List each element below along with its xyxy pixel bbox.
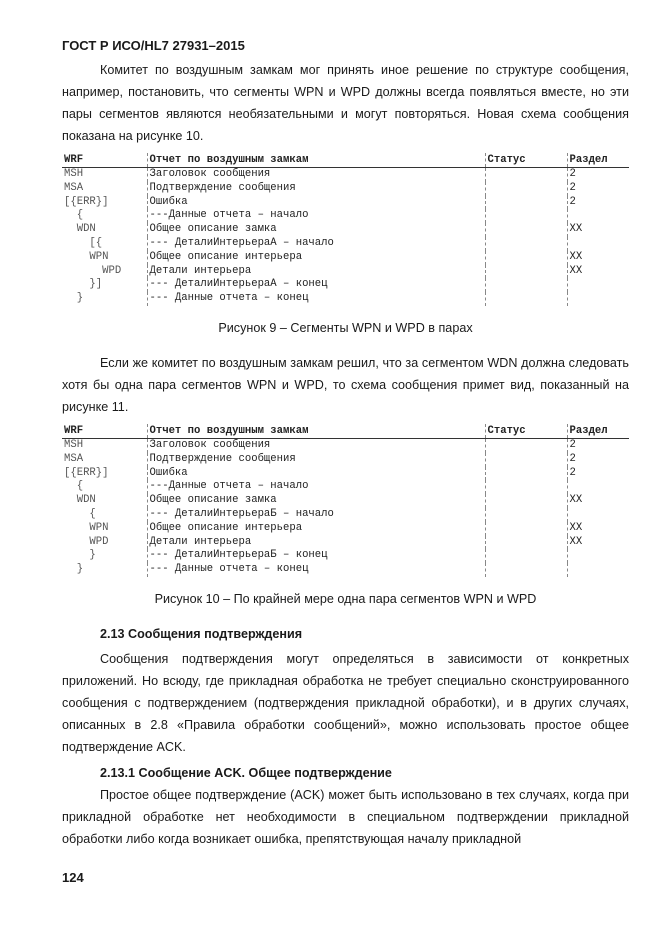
cell-status [485, 563, 567, 577]
cell-segment: { [62, 480, 147, 494]
cell-segment: } [62, 549, 147, 563]
cell-description: Общее описание интерьера [147, 251, 485, 265]
table-row [62, 522, 629, 536]
table-row [62, 480, 629, 494]
cell-status [485, 439, 567, 453]
cell-description: --- ДеталиИнтерьераБ – начало [147, 508, 485, 522]
table-row [62, 196, 629, 210]
table-row [62, 278, 629, 292]
cell-segment: { [62, 508, 147, 522]
cell-section [567, 480, 629, 494]
cell-description: Общее описание интерьера [147, 522, 485, 536]
cell-status [485, 292, 567, 306]
cell-status [485, 182, 567, 196]
table-row [62, 223, 629, 237]
section-heading-2-13-1: 2.13.1 Сообщение ACK. Общее подтверждение [100, 766, 392, 780]
cell-status [485, 168, 567, 182]
cell-status [485, 549, 567, 563]
cell-description: Детали интерьера [147, 265, 485, 279]
cell-status [485, 494, 567, 508]
cell-segment: } [62, 563, 147, 577]
cell-segment: WPN [62, 251, 147, 265]
table-row [62, 292, 629, 306]
cell-segment: [{ERR}] [62, 467, 147, 481]
table-body [62, 439, 629, 577]
cell-description: --- ДеталиИнтерьераА – конец [147, 278, 485, 292]
cell-section [567, 292, 629, 306]
cell-description: Общее описание замка [147, 494, 485, 508]
figure-caption-9: Рисунок 9 – Сегменты WPN и WPD в парах [218, 321, 473, 335]
table-row [62, 453, 629, 467]
table-body [62, 168, 629, 306]
table-row [62, 265, 629, 279]
table-row [62, 237, 629, 251]
table-row [62, 168, 629, 182]
col-header-section: Раздел [567, 424, 629, 439]
cell-status [485, 480, 567, 494]
cell-section [567, 278, 629, 292]
cell-segment: { [62, 209, 147, 223]
paragraph-wdn-pair: Если же комитет по воздушным замкам решил, что за сегментом WDN должна следовать хотя бы одна пара сегментов WPN и WPD, то схема сообщения примет вид, показанный на рисунке 11. [62, 356, 629, 414]
cell-description: Подтверждение сообщения [147, 453, 485, 467]
paragraph-committee-decision: Комитет по воздушным замкам мог принять иное решение по структуре сообщения, например, постановить, что сегменты WPN и WPD должны всегда появляться вместе, но эти пары сегментов являются необязательными и могут повторяться. Новая схема сообщения показана на рисунке 10. [62, 63, 629, 143]
col-header-section: Раздел [567, 153, 629, 168]
table-row [62, 549, 629, 563]
cell-segment: WPD [62, 265, 147, 279]
cell-segment: WPN [62, 522, 147, 536]
cell-segment: MSA [62, 453, 147, 467]
cell-section: 2 [569, 181, 576, 194]
cell-section: XX [569, 264, 583, 277]
table-row [62, 251, 629, 265]
figure-caption-10: Рисунок 10 – По крайней мере одна пара сегментов WPN и WPD [154, 592, 537, 606]
cell-description: Заголовок сообщения [147, 439, 485, 453]
message-structure-table-2 [62, 424, 629, 577]
cell-section: XX [569, 521, 583, 534]
cell-description: Подтверждение сообщения [147, 182, 485, 196]
cell-section: XX [569, 250, 583, 263]
table-header-row [62, 424, 629, 439]
table-header-row [62, 153, 629, 168]
cell-section [567, 549, 629, 563]
cell-section: XX [569, 223, 583, 236]
cell-status [485, 196, 567, 210]
cell-segment: WDN [62, 494, 147, 508]
cell-segment: WPD [62, 536, 147, 550]
table-row [62, 467, 629, 481]
cell-description: Ошибка [147, 196, 485, 210]
standard-header: ГОСТ Р ИСО/HL7 27931–2015 [62, 38, 245, 53]
col-header-description: Отчет по воздушным замкам [147, 424, 485, 439]
cell-description: Заголовок сообщения [147, 168, 485, 182]
message-structure-table-1 [62, 153, 629, 306]
cell-status [485, 467, 567, 481]
cell-section: 2 [569, 452, 576, 465]
cell-status [485, 278, 567, 292]
table-row [62, 182, 629, 196]
cell-status [485, 251, 567, 265]
cell-segment: [{ [62, 237, 147, 251]
cell-section [567, 563, 629, 577]
cell-status [485, 522, 567, 536]
cell-section: XX [569, 535, 583, 548]
table-row [62, 536, 629, 550]
cell-segment: [{ERR}] [62, 196, 147, 210]
cell-segment: MSH [62, 168, 147, 182]
cell-status [485, 453, 567, 467]
col-header-segment: WRF [62, 424, 147, 439]
cell-description: --- Данные отчета – конец [147, 563, 485, 577]
page-number: 124 [62, 870, 84, 885]
cell-status [485, 536, 567, 550]
cell-section [567, 237, 629, 251]
cell-segment: WDN [62, 223, 147, 237]
table-row [62, 494, 629, 508]
table-row [62, 439, 629, 453]
cell-description: Детали интерьера [147, 536, 485, 550]
cell-section: 2 [569, 168, 576, 180]
paragraph-simple-ack: Простое общее подтверждение (ACK) может быть использовано в тех случаях, когда при прикладной обработке нет необходимости в специальном подтверждении прикладной обработки либо когда возникает ошибка, препятствующая началу прикладной [62, 788, 629, 846]
cell-status [485, 237, 567, 251]
section-heading-2-13: 2.13 Сообщения подтверждения [100, 627, 303, 641]
cell-description: --- Данные отчета – конец [147, 292, 485, 306]
cell-segment: }] [62, 278, 147, 292]
cell-segment: } [62, 292, 147, 306]
cell-status [485, 223, 567, 237]
cell-description: --- ДеталиИнтерьераА – начало [147, 237, 485, 251]
cell-status [485, 209, 567, 223]
cell-status [485, 265, 567, 279]
table-row [62, 209, 629, 223]
table-row [62, 508, 629, 522]
cell-description: --- ДеталиИнтерьераБ – конец [147, 549, 485, 563]
cell-status [485, 508, 567, 522]
paragraph-ack-messages: Сообщения подтверждения могут определяться в зависимости от конкретных приложений. Но всюду, где прикладная обработка не требует специально сконструированного сообщения с подтверждением (подтверждения прикладной обработки), и в других случаях, описанных в 2.8 «Правила обработки сообщений», можно использовать простое общее подтверждение ACK. [62, 652, 629, 754]
col-header-segment: WRF [62, 153, 147, 168]
cell-section [567, 209, 629, 223]
cell-section: 2 [569, 466, 576, 479]
cell-section: 2 [569, 439, 576, 451]
col-header-status: Статус [485, 424, 567, 439]
col-header-status: Статус [485, 153, 567, 168]
cell-section: XX [569, 494, 583, 507]
cell-section [567, 508, 629, 522]
cell-segment: MSH [62, 439, 147, 453]
cell-description: ---Данные отчета – начало [147, 209, 485, 223]
col-header-description: Отчет по воздушным замкам [147, 153, 485, 168]
table-row [62, 563, 629, 577]
cell-segment: MSA [62, 182, 147, 196]
cell-description: ---Данные отчета – начало [147, 480, 485, 494]
cell-description: Ошибка [147, 467, 485, 481]
cell-section: 2 [569, 195, 576, 208]
cell-description: Общее описание замка [147, 223, 485, 237]
